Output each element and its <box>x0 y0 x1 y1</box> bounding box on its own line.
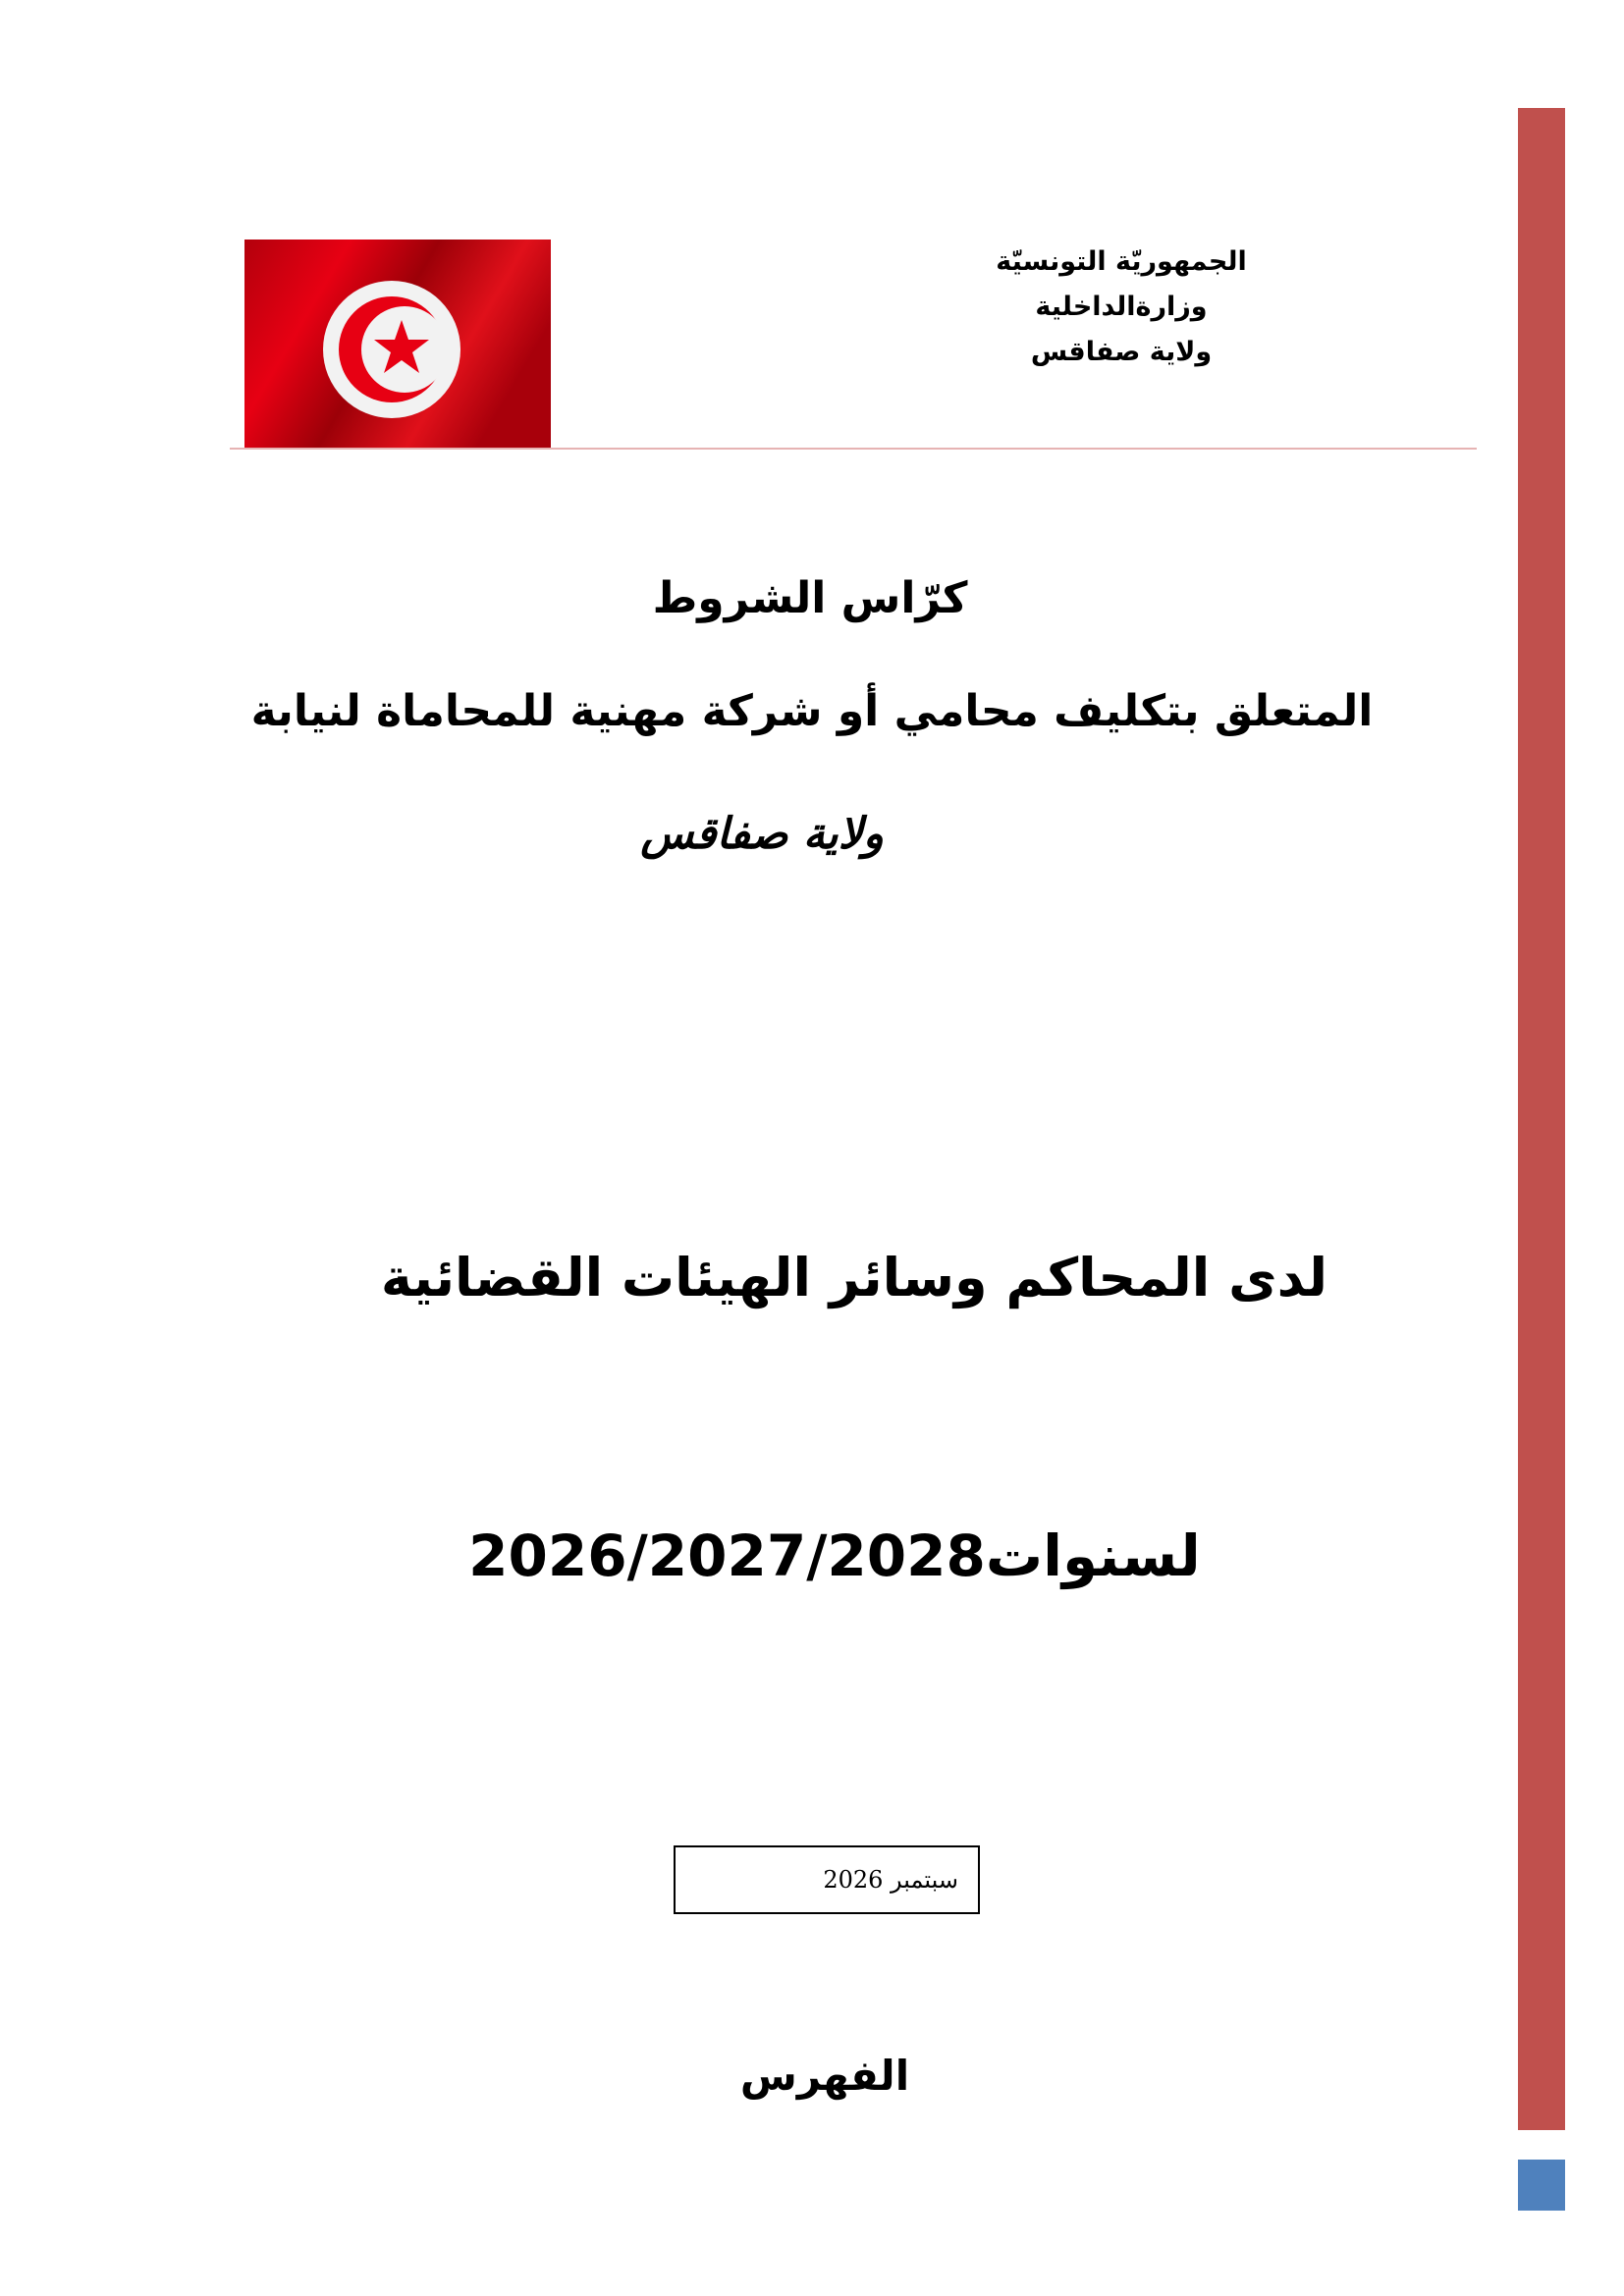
date-box: سبتمبر 2026 <box>674 1845 980 1914</box>
header-divider <box>230 448 1477 450</box>
tunisian-flag-icon <box>244 240 551 448</box>
decorative-side-square <box>1518 2160 1565 2211</box>
table-of-contents-heading: الفهرس <box>739 2052 910 2100</box>
document-scope: لدى المحاكم وسائر الهيئات القضائية <box>380 1247 1328 1308</box>
document-title: كرّاس الشروط <box>652 573 968 623</box>
document-subtitle-governorate: ولاية صفاقس <box>640 809 884 859</box>
document-subtitle: المتعلق بتكليف محامي أو شركة مهنية للمحاماة لنيابة <box>250 686 1374 736</box>
government-header <box>943 240 1300 375</box>
document-years: لسنوات2026/2027/2028 <box>468 1522 1201 1589</box>
governorate-name: ولاية صفاقس <box>1030 337 1213 367</box>
country-name: الجمهوريّة التونسيّة <box>996 246 1247 277</box>
decorative-side-bar <box>1518 108 1565 2130</box>
ministry-name: وزارةالداخلية <box>1035 292 1208 322</box>
